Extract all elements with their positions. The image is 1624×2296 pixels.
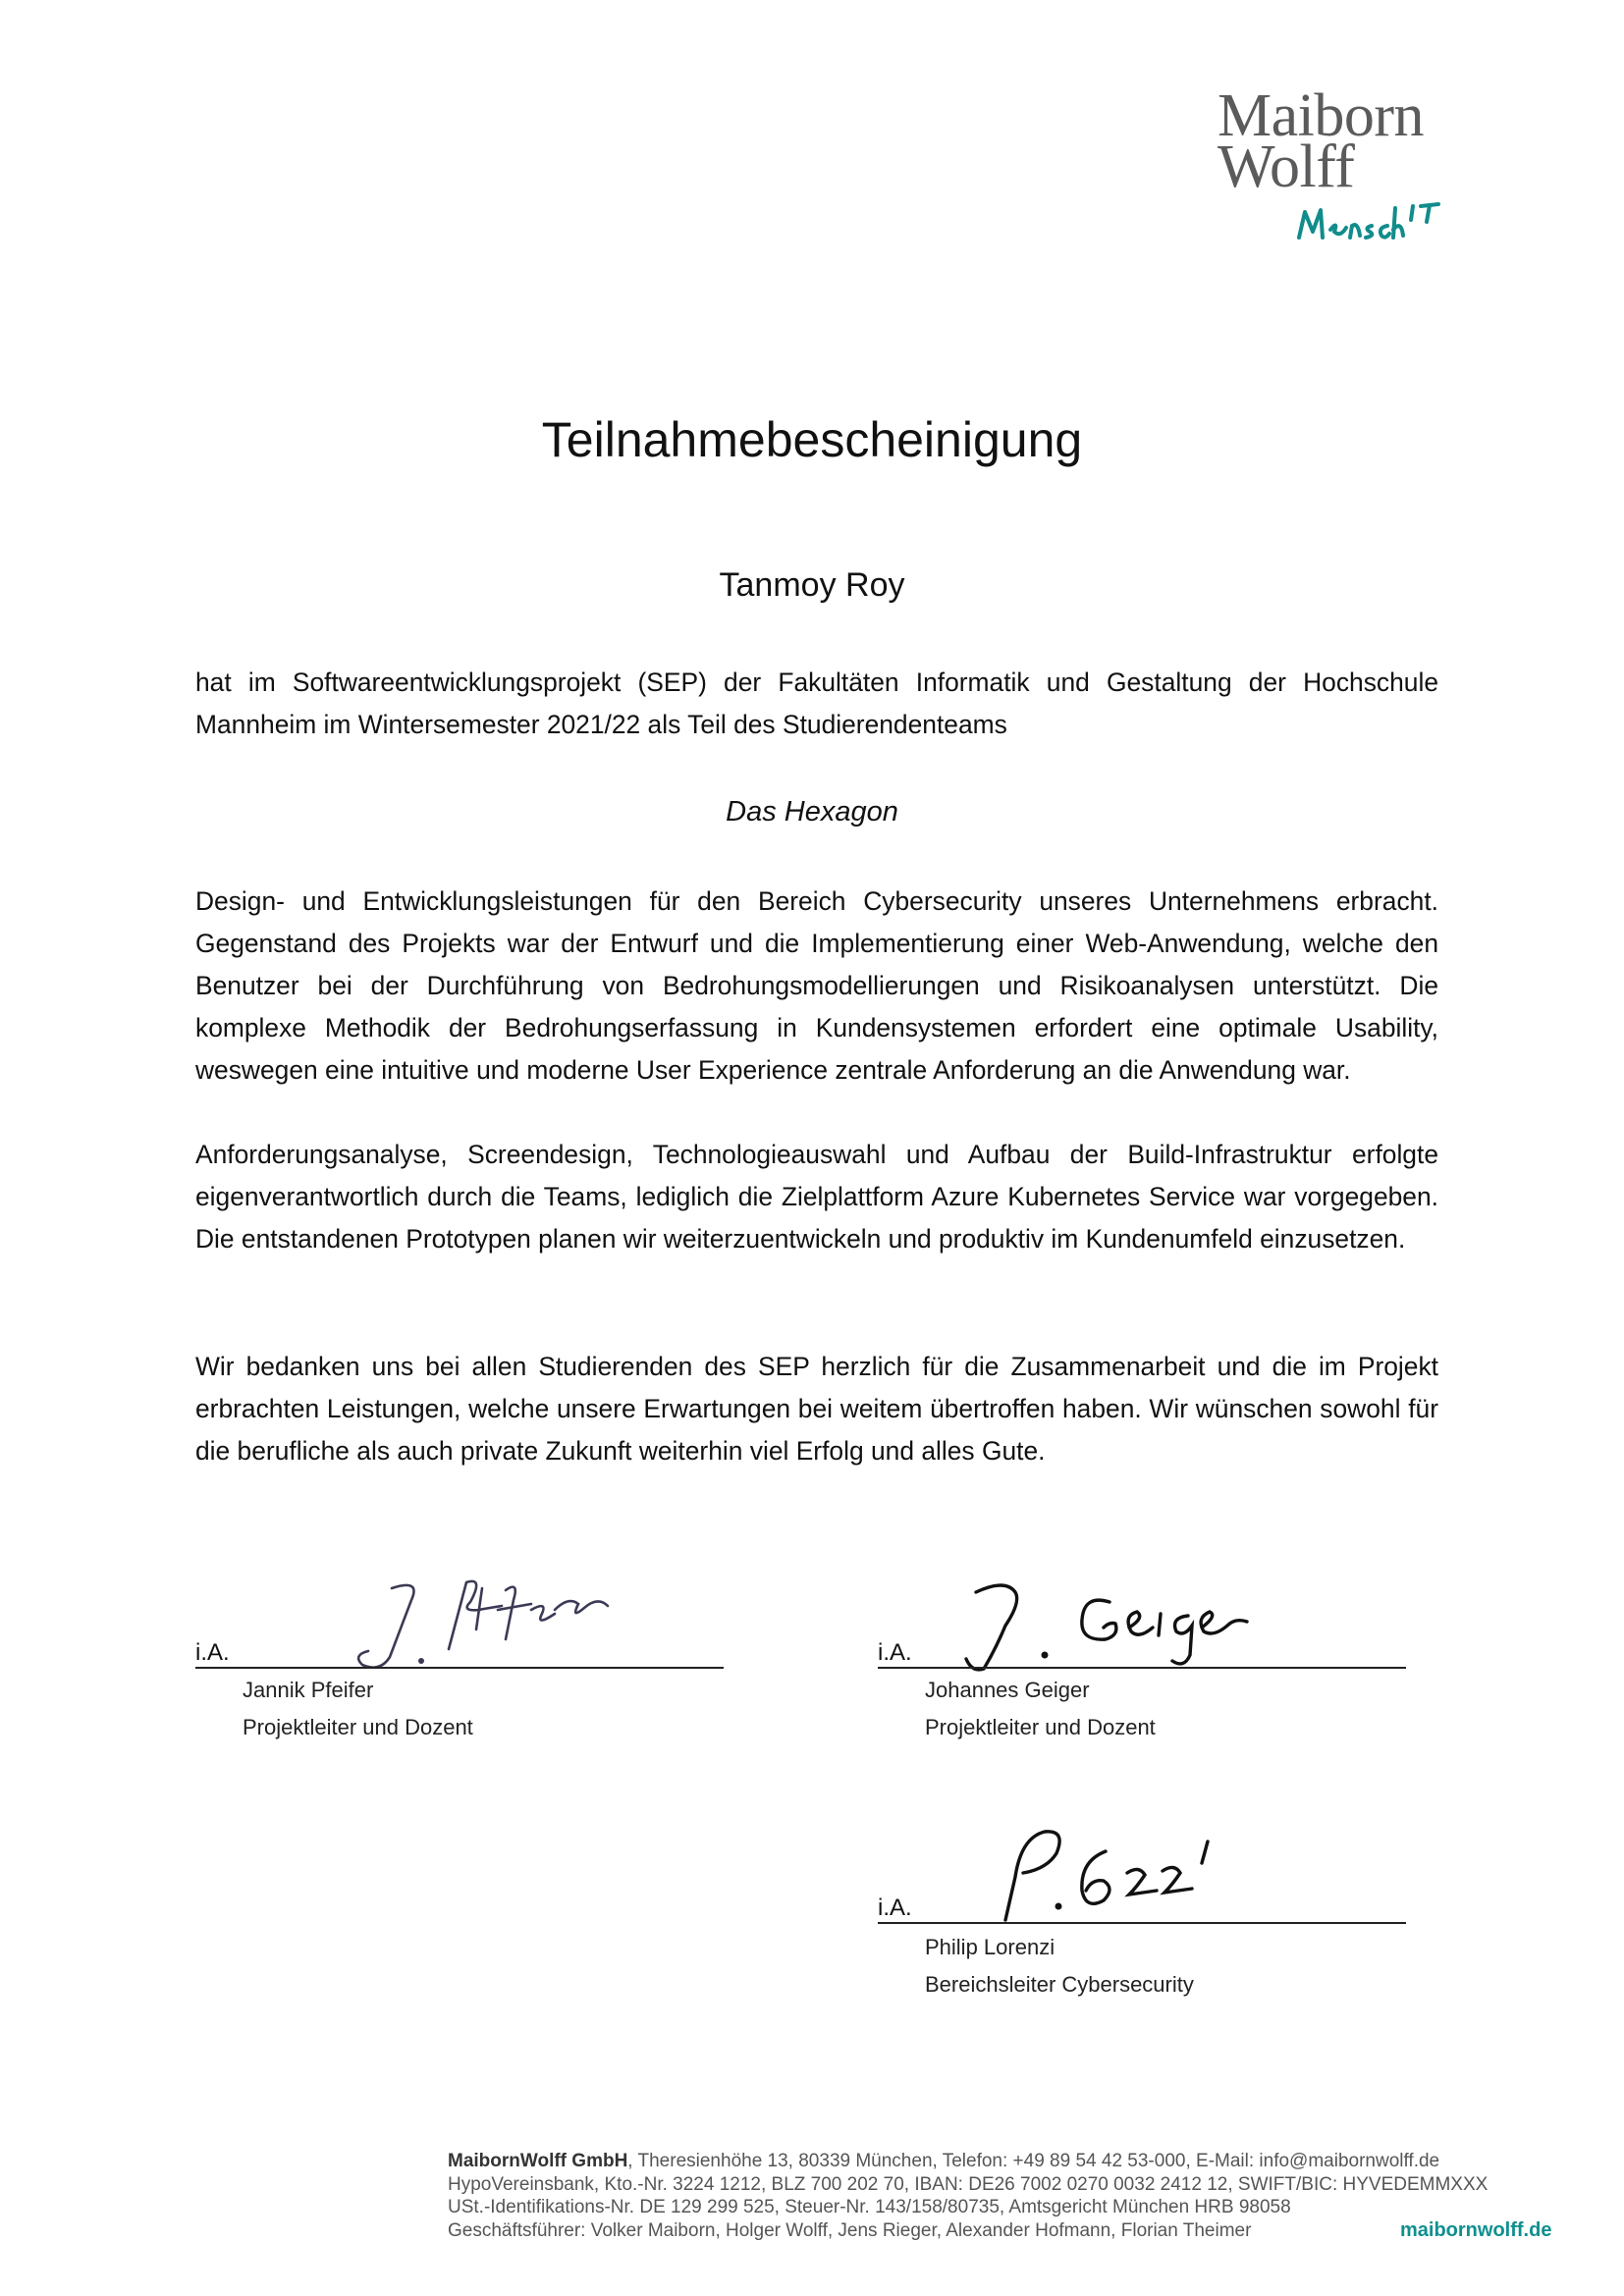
- signer-name: Philip Lorenzi: [925, 1935, 1056, 1959]
- signature-block-geiger: [878, 1571, 1406, 1739]
- document-title: Teilnahmebescheinigung: [541, 412, 1083, 467]
- handwritten-signature-lorenzi: [976, 1818, 1271, 1926]
- signature-block-pfeifer: [195, 1571, 724, 1739]
- body-paragraph-1: Design- und Entwicklungsleistungen für den Bereich Cybersecurity unseres Unternehmens erbracht. Gegenstand des Projekts war der Entwurf und die Implementierung einer Web-Anwendung, welche den Benutzer bei der Durchführung von Bedrohungsmodellierungen und Risikoanalysen unterstützt. Die komplexe Methodik der Bedrohungserfassung in Kundensystemen erfordert eine optimale Usability, weswegen eine intuitive und moderne User Experience zentrale Anforderung an die Anwendung war.: [195, 886, 1438, 1085]
- footer-line-2: HypoVereinsbank, Kto.-Nr. 3224 1212, BLZ 700 202 70, IBAN: DE26 7002 0270 0032 2412 12, SWIFT/BIC: HYVEDEMMXXX: [448, 2173, 1489, 2195]
- body-paragraph-2: Anforderungsanalyse, Screendesign, Technologieauswahl und Aufbau der Build-Infrastruktur erfolgte eigenverantwortlich durch die Teams, lediglich die Zielplattform Azure Kubernetes Service war vorgegeben. Die entstandenen Prototypen planen wir weiterzuentwickeln und produktiv im Kundenumfeld einzusetzen.: [195, 1140, 1438, 1254]
- company-footer: [448, 2150, 1488, 2242]
- logo-word-maiborn: Maiborn: [1218, 82, 1425, 149]
- logo-word-wolff: Wolff: [1218, 133, 1355, 200]
- footer-line-1: [448, 2150, 1488, 2173]
- handwritten-signature-geiger: [937, 1571, 1349, 1679]
- signer-role: Bereichsleiter Cybersecurity: [925, 1972, 1194, 1997]
- signer-role: Projektleiter und Dozent: [243, 1715, 473, 1739]
- footer-website-link[interactable]: maibornwolff.de: [1400, 2219, 1552, 2241]
- signature-line: [878, 1922, 1406, 1924]
- footer-company-name: MaibornWolff GmbH: [448, 2151, 628, 2171]
- signer-role: Projektleiter und Dozent: [925, 1715, 1156, 1739]
- handwritten-signature-pfeifer: [274, 1571, 686, 1679]
- body-paragraph-3: Wir bedanken uns bei allen Studierenden des SEP herzlich für die Zusammenarbeit und die im Projekt erbrachten Leistungen, welche unsere Erwartungen bei weitem übertroffen haben. Wir wünschen sowohl für die berufliche als auch private Zukunft weiterhin viel Erfolg und alles Gute.: [195, 1352, 1438, 1466]
- signature-prefix: i.A.: [195, 1639, 230, 1666]
- logo-tagline-mensch-it: [1291, 198, 1448, 247]
- team-name: Das Hexagon: [726, 796, 898, 828]
- recipient-name: Tanmoy Roy: [719, 566, 905, 604]
- signature-prefix: i.A.: [878, 1639, 912, 1666]
- signature-prefix: i.A.: [878, 1895, 912, 1921]
- footer-address: , Theresienhöhe 13, 80339 München, Telefon: +49 89 54 42 53-000, E-Mail: info@maibornwolff.de: [627, 2151, 1440, 2171]
- signature-block-lorenzi: [878, 1826, 1406, 1997]
- footer-line-3: USt.-Identifikations-Nr. DE 129 299 525, Steuer-Nr. 143/158/80735, Amtsgericht München HRB 98058: [448, 2197, 1291, 2217]
- company-logo: [1218, 82, 1453, 200]
- intro-paragraph: hat im Softwareentwicklungsprojekt (SEP) der Fakultäten Informatik und Gestaltung der Hochschule Mannheim im Wintersemester 2021/22 als Teil des Studierendenteams: [195, 667, 1438, 739]
- signature-line: [878, 1667, 1406, 1669]
- signature-line: [195, 1667, 724, 1669]
- footer-line-4: Geschäftsführer: Volker Maiborn, Holger Wolff, Jens Rieger, Alexander Hofmann, Florian Theimer: [448, 2219, 1252, 2241]
- signer-name: Johannes Geiger: [925, 1678, 1090, 1702]
- signer-name: Jannik Pfeifer: [243, 1678, 374, 1702]
